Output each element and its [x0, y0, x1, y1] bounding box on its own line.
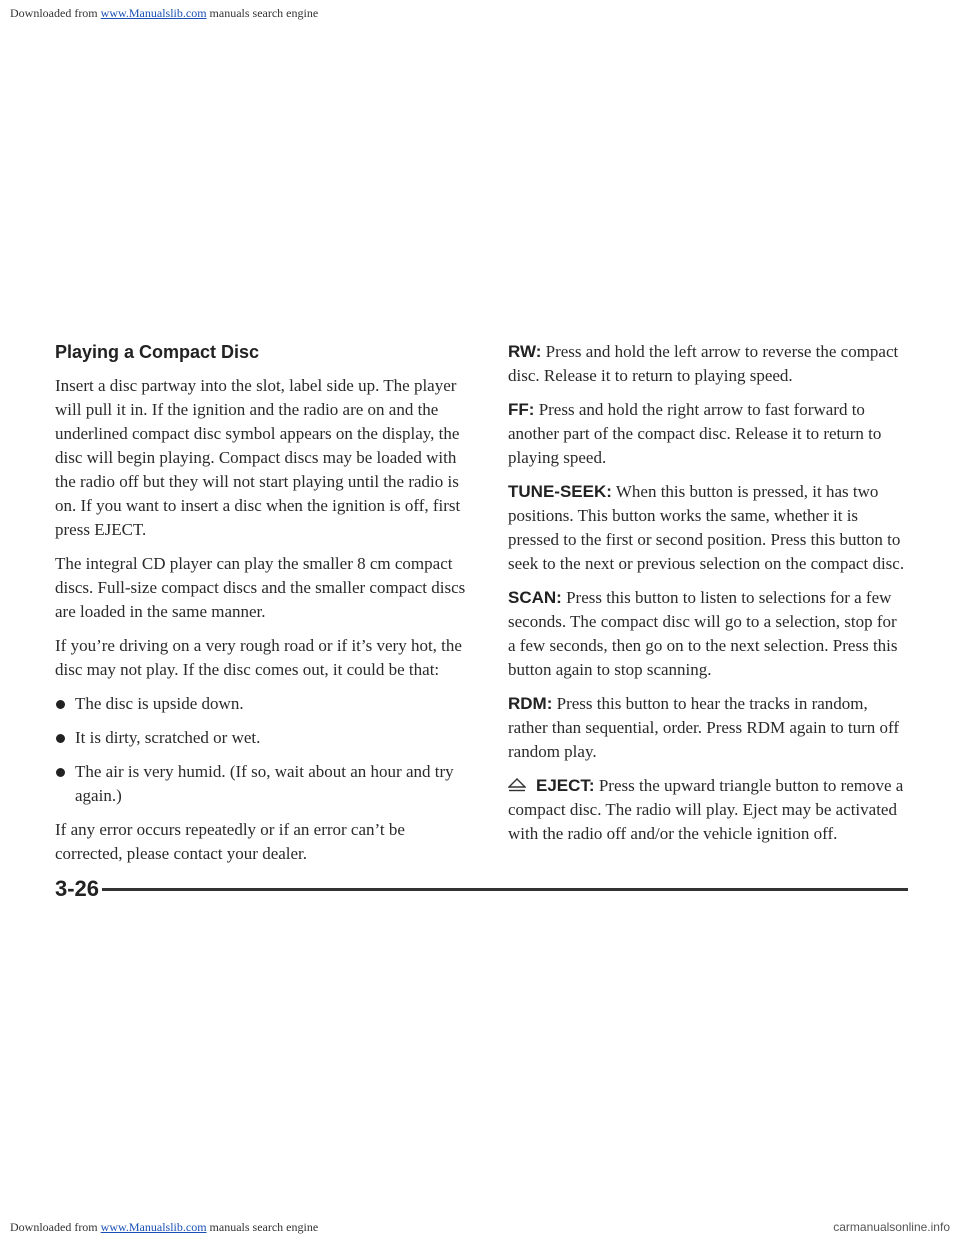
paragraph-contact-dealer: If any error occurs repeatedly or if an error can’t be corrected, please contact your dealer. — [55, 820, 405, 863]
paragraph-rough-road: If you’re driving on a very rough road or if it’s very hot, the disc may not play. If the disc comes out, it could be that: — [55, 636, 462, 679]
rdm-term: RDM: — [508, 694, 553, 713]
eject-term: EJECT: — [536, 776, 595, 795]
eject-triangle-icon — [508, 775, 526, 789]
rdm-text: Press this button to hear the tracks in random, rather than sequential, order. Press RDM again to turn off random play. — [508, 694, 900, 761]
paragraph-tune-seek — [508, 480, 908, 576]
download-footer — [10, 1220, 950, 1235]
bullet-item — [55, 760, 475, 808]
paragraph-rdm — [508, 692, 908, 764]
section-heading: Playing a Compact Disc — [55, 342, 260, 362]
header-prefix: Downloaded from — [10, 6, 101, 20]
scan-term: SCAN: — [508, 588, 562, 607]
paragraph-scan — [508, 586, 908, 682]
bullet-text: The disc is upside down. — [75, 694, 244, 713]
bullet-dot-icon — [56, 734, 65, 743]
rw-term: RW: — [508, 342, 542, 361]
ff-term: FF: — [508, 400, 535, 419]
paragraph-integral-cd: The integral CD player can play the smaller 8 cm compact discs. Full-size compact discs and the smaller compact discs are loaded in the same manner. — [55, 554, 466, 621]
footer-prefix: Downloaded from — [10, 1220, 101, 1234]
bullet-item — [55, 726, 475, 750]
bullet-text: It is dirty, scratched or wet. — [75, 728, 261, 747]
scan-text: Press this button to listen to selections for a few seconds. The compact disc will go to a selection, stop for a few seconds, then go on to the next selection. Press this button again to stop scanning. — [508, 588, 898, 679]
bullet-text: The air is very humid. (If so, wait about an hour and try again.) — [75, 762, 454, 805]
carmanualsonline-watermark: carmanualsonline.info — [833, 1220, 950, 1234]
ff-text: Press and hold the right arrow to fast forward to another part of the compact disc. Release it to return to playing speed. — [508, 400, 882, 467]
paragraph-rw — [508, 340, 908, 388]
paragraph-ff — [508, 398, 908, 470]
page-number: 3-26 — [55, 876, 100, 901]
manualslib-footer-link[interactable]: www.Manualslib.com — [100, 1220, 207, 1234]
page-rule-divider — [102, 888, 908, 891]
tune-seek-term: TUNE-SEEK: — [508, 482, 612, 501]
rw-text: Press and hold the left arrow to reverse the compact disc. Release it to return to playing speed. — [508, 342, 899, 385]
left-column — [55, 340, 475, 876]
right-column — [508, 340, 908, 856]
header-suffix: manuals search engine — [206, 6, 319, 20]
footer-suffix: manuals search engine — [206, 1220, 319, 1234]
manualslib-link[interactable]: www.Manualslib.com — [100, 6, 207, 20]
tune-seek-text: When this button is pressed, it has two positions. This button works the same, whether it is pressed to the first or second position. Press this button to seek to the next or previous selection on the compact disc. — [508, 482, 905, 573]
bullet-dot-icon — [56, 768, 65, 777]
paragraph-insert-disc: Insert a disc partway into the slot, label side up. The player will pull it in. If the ignition and the radio are on and the underlined compact disc symbol appears on the display, the disc will begin playing. Compact discs may be loaded with the radio off but they will not start playing until the radio is on. If you want to insert a disc when the ignition is off, first press EJECT. — [55, 376, 461, 539]
eject-text: Press the upward triangle button to remove a compact disc. The radio will play. Eject may be activated with the radio off and/or the vehicle ignition off. — [508, 776, 904, 843]
bullet-item — [55, 692, 475, 716]
bullet-dot-icon — [56, 700, 65, 709]
paragraph-eject — [508, 774, 908, 846]
download-header — [10, 6, 318, 21]
